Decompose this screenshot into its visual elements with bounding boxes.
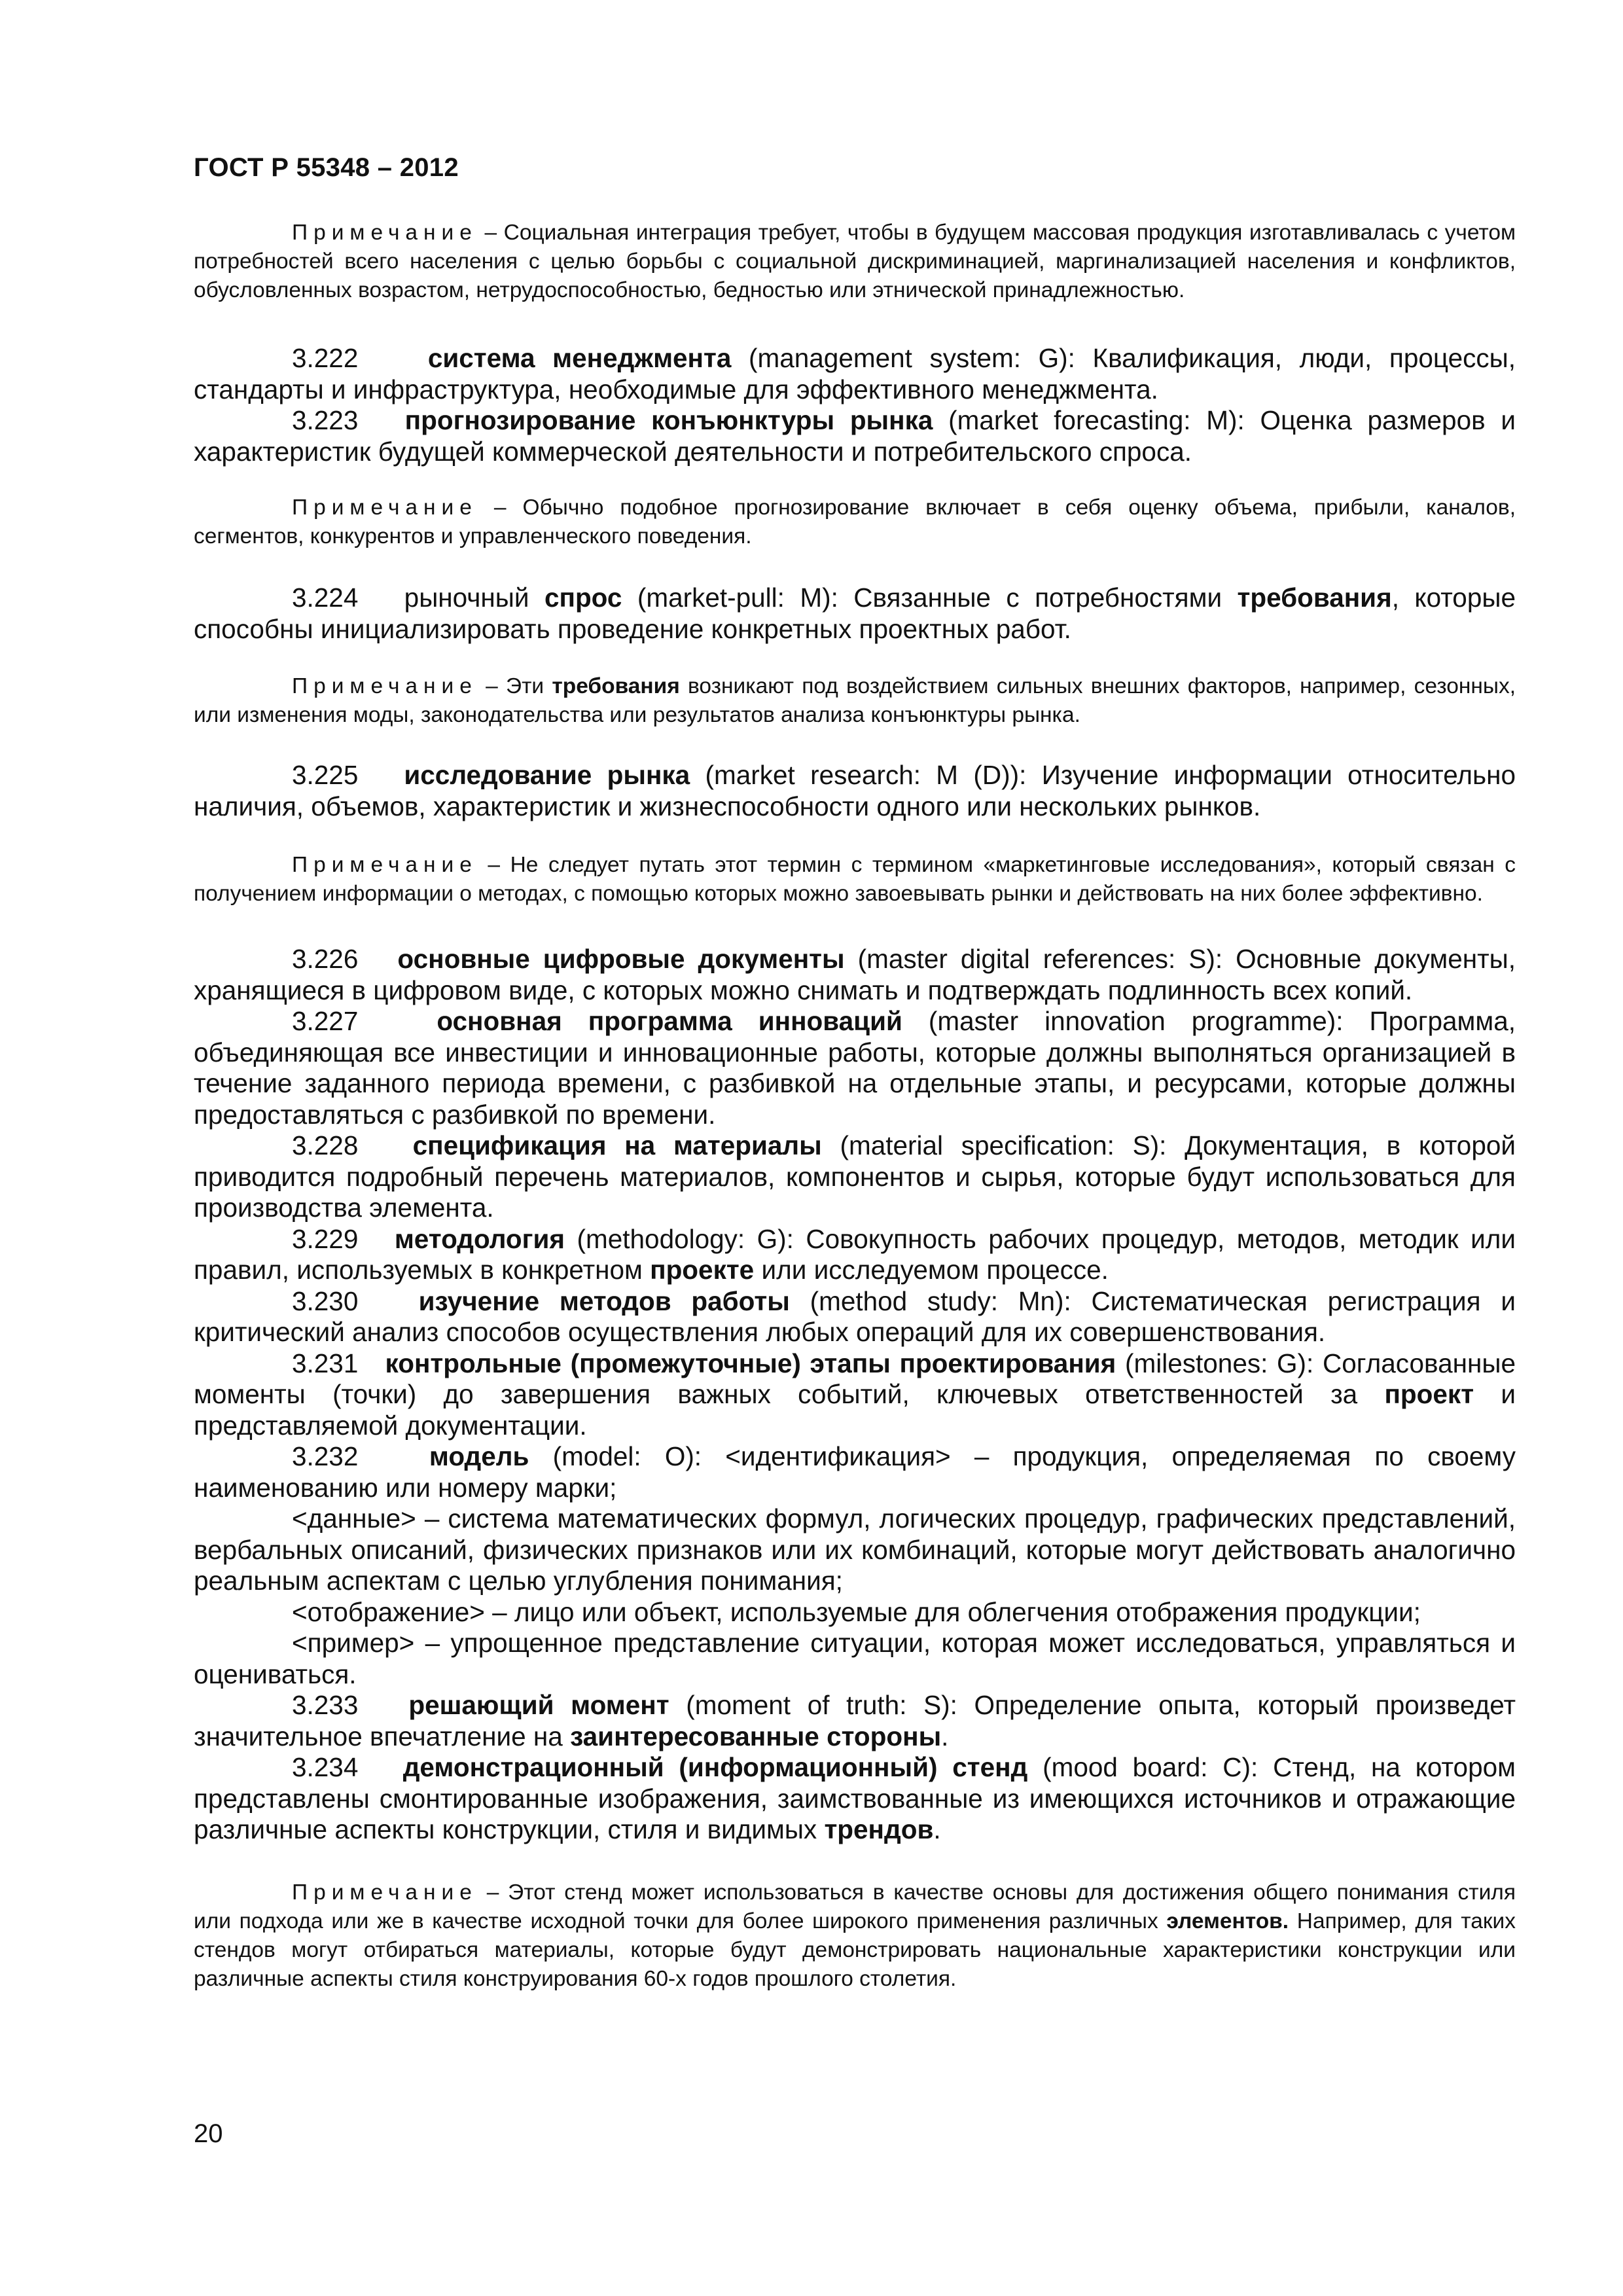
term-name: решающий момент: [408, 1690, 669, 1720]
note-2: [194, 493, 1516, 551]
document-header: ГОСТ Р 55348 – 2012: [194, 153, 459, 182]
term-name: модель: [429, 1441, 529, 1471]
note-label: Примечание: [292, 495, 478, 520]
term-name: спрос: [544, 583, 622, 613]
term-name: спецификация на материалы: [412, 1130, 822, 1160]
note-text: – Эти: [477, 674, 552, 698]
term-definition-end: .: [933, 1814, 941, 1844]
term-definition: (material specification: S): Документация, в которой приводится подробный перечень материалов, компонентов и сырья, которые будут использоваться для производства элемента.: [194, 1130, 1516, 1223]
term-name: методология: [394, 1223, 565, 1254]
term-3-225: [194, 760, 1516, 822]
term-definition: (model: O): <идентификация> – продукция, определяемая по своему наименованию или номеру марки;: [194, 1441, 1516, 1503]
term-name: система менеджмента: [427, 343, 732, 373]
term-number: 3.232: [292, 1441, 359, 1471]
term-number: 3.225: [292, 760, 359, 790]
note-text: – Не следует путать этот термин с термином «маркетинговые исследования», который связан с получением информации о методах, с помощью которых можно завоевывать рынки и действовать на них более эффективно.: [194, 853, 1516, 906]
document-body: [194, 219, 1516, 1994]
term-definition: (market research: M (D)): Изучение информации относительно наличия, объемов, характеристик и жизнеспособности одного или нескольких рынков.: [194, 760, 1516, 821]
note-text: – Этот стенд может использоваться в качестве основы для достижения общего понимания стиля или подхода или же в качестве исходной точки для более широкого применения различных: [194, 1880, 1516, 1933]
term-definition: (management system: G): Квалификация, люди, процессы, стандарты и инфраструктура, необходимые для эффективного менеджмента.: [194, 343, 1516, 404]
term-name: основная программа инноваций: [437, 1006, 902, 1036]
term-definition: (master digital references: S): Основные документы, хранящиеся в цифровом виде, с которых можно снимать и подтверждать подлинность всех копий.: [194, 944, 1516, 1005]
note-reference: элементов.: [1166, 1909, 1289, 1933]
term-3-227: [194, 1006, 1516, 1130]
term-definition: <отображение> – лицо или объект, используемые для облегчения отображения продукции;: [292, 1596, 1421, 1627]
term-3-224: [194, 583, 1516, 645]
term-3-232-example: [194, 1628, 1516, 1690]
term-number: 3.224: [292, 583, 359, 613]
term-definition: (master innovation programme): Программа, объединяющая все инвестиции и инновационные работы, которые должны выполняться организацией в течение заданного периода времени, с разбивкой на отдельные этапы, и ресурсами, которые должны предоставляться с разбивкой по времени.: [194, 1006, 1516, 1130]
term-number: 3.231: [292, 1348, 359, 1378]
note-text: – Обычно подобное прогнозирование включает в себя оценку объема, прибыли, каналов, сегментов, конкурентов и управленческого поведения.: [194, 495, 1516, 548]
term-number: 3.233: [292, 1690, 359, 1720]
term-3-232-data: [194, 1503, 1516, 1597]
term-reference: проект: [1384, 1379, 1474, 1409]
term-3-231: [194, 1348, 1516, 1442]
term-definition: (milestones: G): Согласованные моменты (точки) до завершения важных событий, ключевых ответственностей за: [194, 1348, 1516, 1409]
note-text-end: возникают под воздействием сильных внешних факторов, например, сезонных, или изменения моды, законодательства или результатов анализа конъюнктуры рынка.: [194, 674, 1516, 727]
term-3-223: [194, 405, 1516, 467]
term-definition-end: .: [941, 1721, 949, 1751]
term-number: 3.222: [292, 343, 359, 373]
term-definition: (market forecasting: M): Оценка размеров и характеристик будущей коммерческой деятельности и потребительского спроса.: [194, 405, 1516, 467]
term-3-232-display: [194, 1597, 1516, 1628]
term-reference: трендов: [824, 1814, 934, 1844]
note-label: Примечание: [292, 1880, 478, 1905]
term-number: 3.234: [292, 1752, 359, 1782]
term-number: 3.228: [292, 1130, 359, 1160]
term-reference: проекте: [650, 1255, 755, 1285]
note-text-end: Например, для таких стендов могут отбираться материалы, которые будут демонстрировать национальные характеристики конструкции или различные аспекты стиля конструирования 60-х годов прошлого столетия.: [194, 1909, 1516, 1991]
term-name: демонстрационный (информационный) стенд: [402, 1752, 1028, 1782]
term-definition: (mood board: C): Стенд, на котором представлены смонтированные изображения, заимствованные из имеющихся источников и отражающие различные аспекты конструкции, стиля и видимых: [194, 1752, 1516, 1844]
term-number: 3.229: [292, 1223, 359, 1254]
term-definition-end: и представляемой документации.: [194, 1379, 1516, 1441]
note-label: Примечание: [292, 674, 478, 698]
term-definition: (market-pull: M): Связанные с потребностями: [622, 583, 1238, 613]
term-name: контрольные (промежуточные) этапы проектирования: [385, 1348, 1116, 1378]
term-definition: (moment of truth: S): Определение опыта, который произведет значительное впечатление на: [194, 1690, 1516, 1751]
note-label: Примечание: [292, 221, 478, 245]
term-definition: (methodology: G): Совокупность рабочих процедур, методов, методик или правил, используемых в конкретном: [194, 1223, 1516, 1285]
term-3-234: [194, 1752, 1516, 1846]
term-3-228: [194, 1130, 1516, 1224]
term-number: 3.227: [292, 1006, 359, 1036]
term-reference: требования: [1237, 583, 1392, 613]
term-number: 3.230: [292, 1285, 359, 1316]
note-text: – Социальная интеграция требует, чтобы в будущем массовая продукция изготавливалась с учетом потребностей всего населения с целью борьбы с социальной дискриминацией, маргинализацией населения и конфликтов, обусловленных возрастом, нетрудоспособностью, бедностью или этнической принадлежностью.: [194, 221, 1516, 302]
note-reference: требования: [552, 674, 680, 698]
term-definition: <данные> – система математических формул, логических процедур, графических представлений, вербальных описаний, физических признаков или их комбинаций, которые могут действовать аналогично реальным аспектам с целью углубления понимания;: [194, 1503, 1516, 1596]
term-3-230: [194, 1286, 1516, 1348]
term-3-226: [194, 944, 1516, 1006]
term-definition: (method study: Mn): Систематическая регистрация и критический анализ способов осуществления любых операций для их совершенствования.: [194, 1285, 1516, 1347]
term-3-229: [194, 1224, 1516, 1286]
term-3-233: [194, 1690, 1516, 1752]
term-name: изучение методов работы: [418, 1285, 790, 1316]
note-3: [194, 672, 1516, 730]
term-definition-end: , которые способны инициализировать проведение конкретных проектных работ.: [194, 583, 1516, 644]
term-3-232: [194, 1441, 1516, 1503]
term-definition-end: или исследуемом процессе.: [754, 1255, 1109, 1285]
term-number: 3.226: [292, 944, 359, 974]
note-1: [194, 219, 1516, 305]
term-number: 3.223: [292, 405, 359, 435]
term-name: прогнозирование конъюнктуры рынка: [404, 405, 933, 435]
term-name: основные цифровые документы: [397, 944, 845, 974]
page-number: 20: [194, 2119, 223, 2148]
note-label: Примечание: [292, 853, 478, 877]
term-3-222: [194, 343, 1516, 405]
note-5: [194, 1878, 1516, 1994]
term-prefix: рыночный: [404, 583, 544, 613]
note-4: [194, 851, 1516, 908]
term-definition: <пример> – упрощенное представление ситуации, которая может исследоваться, управляться и оцениваться.: [194, 1628, 1516, 1689]
term-reference: заинтересованные стороны: [570, 1721, 942, 1751]
term-name: исследование рынка: [404, 760, 690, 790]
